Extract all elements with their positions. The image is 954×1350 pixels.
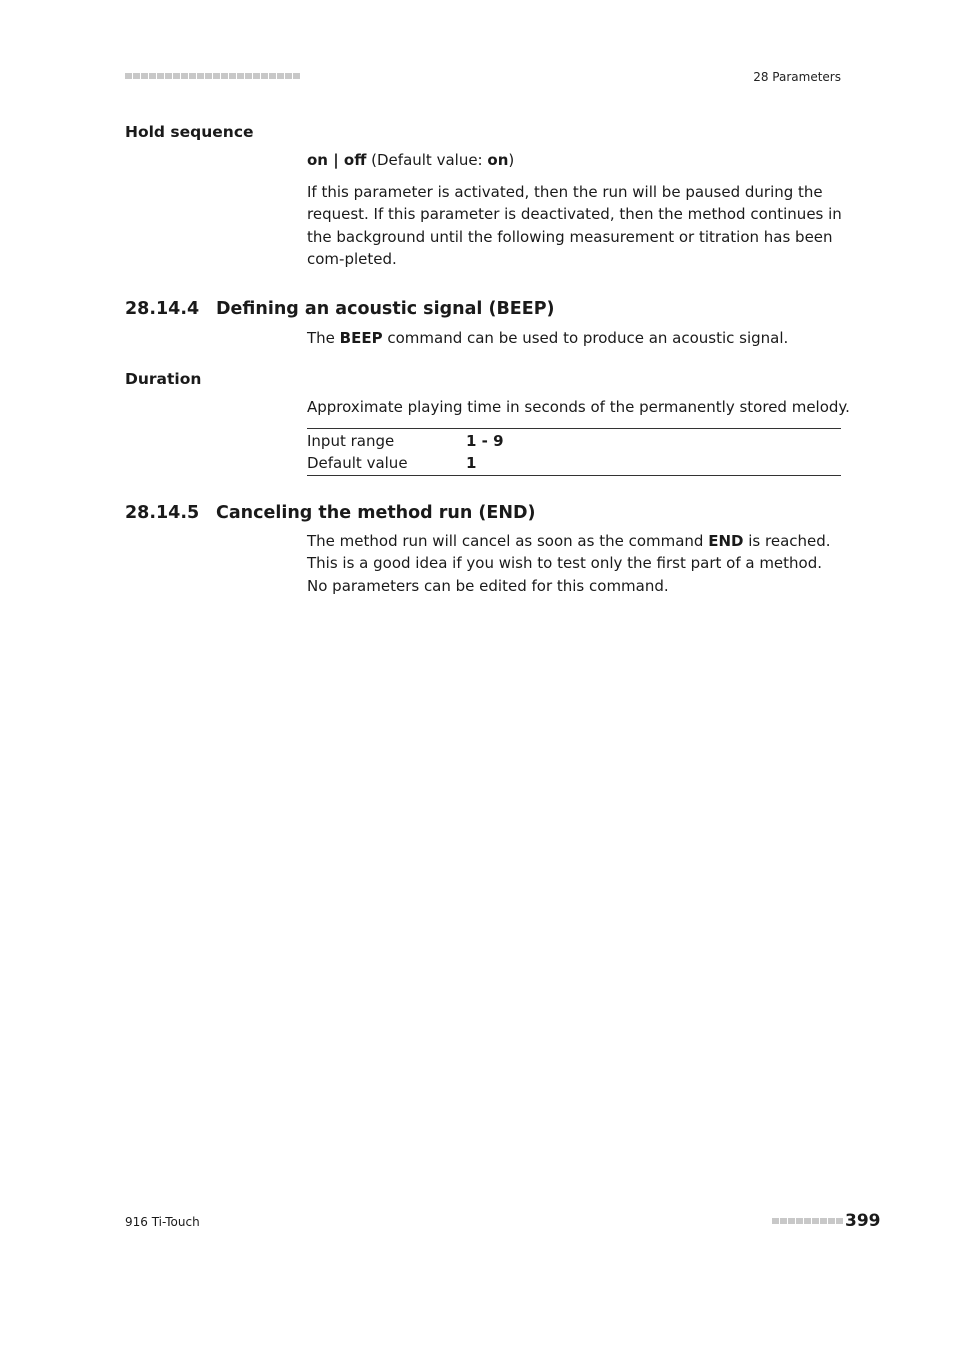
chapter-title: 28 Parameters (753, 70, 841, 84)
table-row (307, 452, 841, 476)
row-value: 1 (466, 452, 841, 476)
default-prefix: (Default value: (366, 151, 488, 169)
beep-description (307, 327, 788, 349)
end-text-post: is reached. This is a good idea if you wish to test only the first part of a method. No parameters can be edited for this command. (307, 532, 831, 595)
duration-description: Approximate playing time in seconds of the permanently stored melody. (307, 398, 850, 416)
page-number: 399 (845, 1211, 881, 1231)
row-key: Default value (307, 452, 466, 476)
product-name: 916 Ti-Touch (125, 1215, 200, 1229)
hold-sequence-label: Hold sequence (125, 123, 254, 141)
section-heading-beep (125, 299, 555, 319)
beep-text-pre: The (307, 329, 340, 347)
option-off: off (343, 151, 367, 169)
default-value: on (487, 151, 509, 169)
section-title: Defining an acoustic signal (BEEP) (216, 299, 555, 319)
beep-command: BEEP (339, 329, 383, 347)
section-number: 28.14.5 (125, 503, 200, 523)
hold-sequence-options (307, 149, 514, 171)
end-text-pre: The method run will cancel as soon as the command (307, 532, 709, 550)
hold-sequence-description: If this parameter is activated, then the run will be paused during the request. If this parameter is deactivated, then the method continues in the background until the following measurement or titration has been com-pleted. (307, 183, 842, 269)
option-on: on (307, 151, 328, 169)
duration-parameter-table (307, 428, 841, 476)
end-command: END (708, 532, 744, 550)
section-title: Canceling the method run (END) (216, 503, 536, 523)
default-suffix: ) (508, 151, 515, 169)
header-decoration (125, 73, 300, 79)
section-heading-end (125, 503, 536, 523)
section-number: 28.14.4 (125, 299, 200, 319)
end-description (307, 530, 843, 597)
duration-label: Duration (125, 370, 202, 388)
beep-text-post: command can be used to produce an acoustic signal. (382, 329, 789, 347)
row-value: 1 - 9 (466, 429, 841, 453)
table-row (307, 429, 841, 453)
row-key: Input range (307, 429, 466, 453)
footer-decoration (772, 1218, 843, 1224)
option-separator: | (327, 151, 344, 169)
